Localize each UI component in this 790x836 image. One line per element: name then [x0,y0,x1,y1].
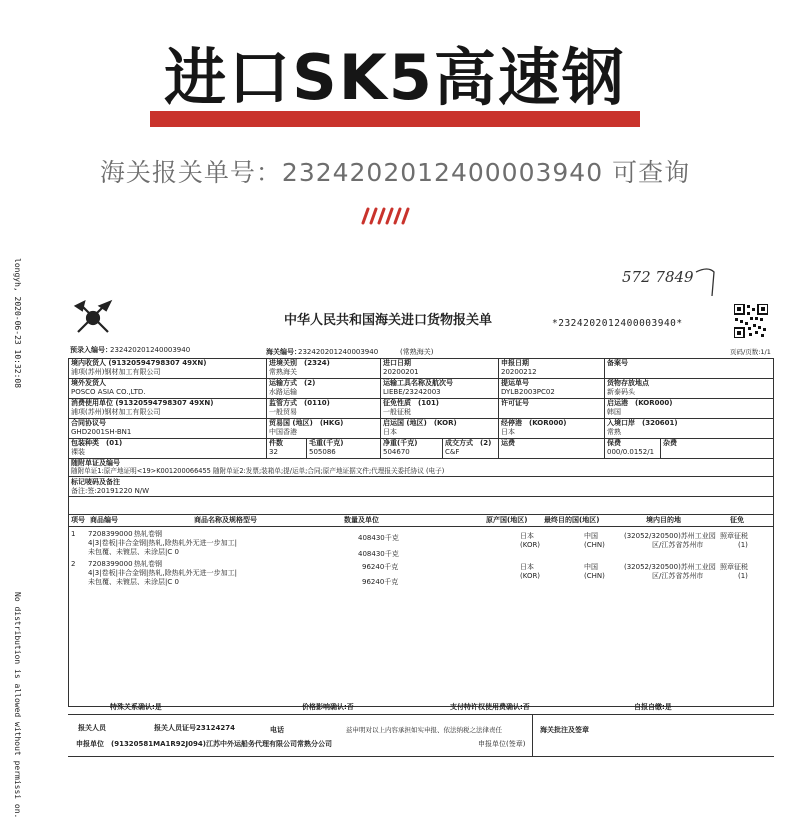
item-code: 7208399000 [88,560,133,568]
customs-batch-label: 海关批注及签章 [540,726,589,734]
grid-col-line [306,438,307,458]
gross-weight-value: 505086 [309,448,336,456]
freight-label: 运费 [501,439,515,447]
side-distribution-notice: No distribution is allowed without permissi on. [13,592,22,819]
item-spec-line1: 4|3|卷板|非合金钢|热轧,除热轧外无进一步加工| [88,539,237,547]
trade-country-label: 贸易国 (地区) (HKG) [269,419,344,427]
item-levy-line2: (1) [738,541,748,549]
item-domestic-line1: (32052/320500)苏州工业园 [624,532,716,540]
departure-port-value: 韩国 [607,408,621,416]
consignee-label: 境内收货人 (91320594798307 49XN) [71,359,207,367]
origin-country-label: 启运国 (地区) (KOR) [383,419,457,427]
net-weight-label: 净重(千克) [383,439,418,447]
transport-mode-label: 运输方式 (2) [269,379,316,387]
item-no: 2 [71,560,76,568]
entry-customs-label: 进境关别 (2324) [269,359,330,367]
item-spec-line1: 4|3|卷板|非合金钢|热轧,除热轧外无进一步加工| [88,569,237,577]
marks-value: 备注:签:20191220 N/W [71,487,150,495]
bl-value: DYLB2003PC02 [501,388,555,396]
consumer-label: 消费使用单位 (91320594798307 49XN) [71,399,214,407]
grid-col-line [266,358,267,458]
declarant-label: 报关人员 [78,724,106,732]
item-domestic-line2: 区/江苏省苏州市 [652,572,704,580]
royalty-confirm: 支付特许权使用费确认:否 [450,703,530,711]
item-levy-line1: 照章征税 [720,532,748,540]
docs-value: 随附单证1:原产地证明<19>K001200066455 随附单证2:发票;装箱单;提/运单;合同;原产地证据文件;代理报关委托协议 (电子) [71,467,445,475]
supervision-value: 一般贸易 [269,408,297,416]
pre-entry-label: 预录入编号： [70,346,112,354]
item-origin: 日本 [520,563,534,571]
items-header-name: 商品名称及规格型号 [194,516,257,524]
barcode-number: *2324202012400003940* [552,318,683,329]
terms-label: 成交方式 (2) [445,439,492,447]
item-origin: 日本 [520,532,534,540]
misc-fee-label: 杂费 [663,439,677,447]
items-header-code: 商品编号 [90,516,118,524]
entry-customs-value: 常熟海关 [269,368,297,376]
declaring-unit-seal: 申报单位(签章) [478,740,526,748]
item-name: 热轧卷钢 [134,530,162,538]
form-heading: 中华人民共和国海关进口货物报关单 [284,313,493,328]
item-name: 热轧卷钢 [134,560,162,568]
trade-country-value: 中国香港 [269,428,297,436]
grid-col-line [498,358,499,458]
grid-right-border [773,358,774,514]
declare-date-label: 申报日期 [501,359,529,367]
consumer-value: 浦项(苏州)钢材加工有限公司 [71,408,161,416]
footer-top-rule [68,714,774,715]
item-code: 7208399000 [88,530,133,538]
customs-emblem-icon [70,298,116,338]
customs-no-label: 海关编号： [266,348,301,356]
item-levy-line2: (1) [738,572,748,580]
storage-label: 货物存放地点 [607,379,649,387]
legal-statement: 兹申明对以上内容承担如实申报、依法纳税之法律责任 [346,726,502,734]
footer-divider [532,714,533,756]
supervision-label: 监管方式 (0110) [269,399,330,407]
import-date-label: 进口日期 [383,359,411,367]
vessel-label: 运输工具名称及航次号 [383,379,453,387]
departure-port-label: 启运港 (KOR000) [607,399,673,407]
docs-label: 随附单证及编号 [71,459,120,467]
footer-bottom-rule [68,756,774,757]
special-relation-confirm: 特殊关系确认:是 [110,703,162,711]
item-domestic-line2: 区/江苏省苏州市 [652,541,704,549]
items-header-no: 项号 [71,516,85,524]
item-dest-code: (CHN) [584,572,605,580]
item-no: 1 [71,530,76,538]
storage-value: 新泰码头 [607,388,635,396]
grid-row-line [68,496,774,497]
item-spec-line2: 未包覆、未镀层、未涂层|C 0 [88,548,179,556]
declare-date-value: 20200212 [501,368,537,376]
grid-row-line [68,514,774,515]
items-header-qty: 数量及单位 [344,516,379,524]
grid-col-line [660,438,661,458]
pre-entry-value: 232420201240003940 [110,346,191,354]
pieces-value: 32 [269,448,278,456]
overseas-shipper-value: POSCO ASIA CO.,LTD. [71,388,146,396]
phone-label: 电话 [270,726,284,734]
transport-mode-value: 水路运输 [269,388,297,396]
page-title: 进口SK5高速钢 [164,41,626,114]
transit-port-label: 经停港 (KOR000) [501,419,567,427]
qr-code-icon [734,304,768,338]
item-dest-code: (CHN) [584,541,605,549]
item-dest: 中国 [584,563,598,571]
net-weight-value: 504670 [383,448,410,456]
item-spec-line2: 未包覆、未镀层、未涂层|C 0 [88,578,179,586]
import-date-value: 20200201 [383,368,419,376]
insurance-label: 保费 [607,439,621,447]
items-header-rule [68,526,774,527]
record-no-label: 备案号 [607,359,628,367]
items-header-origin: 原产国(地区) [486,516,528,524]
item-qty-line2: 96240千克 [362,578,399,586]
item-qty-line1: 408430千克 [358,534,399,542]
handwritten-mark-icon [690,266,720,298]
item-levy-line1: 照章征税 [720,563,748,571]
levy-label: 征免性质 (101) [383,399,440,407]
item-qty-line2: 408430千克 [358,550,399,558]
vessel-value: LIEBE/23242003 [383,388,441,396]
items-header-dest: 最终目的国(地区) [544,516,600,524]
origin-country-value: 日本 [383,428,397,436]
declaring-unit: 申报单位 (91320581MA1R92J094)江苏中外运船务代理有限公司常熟分公司 [76,740,332,748]
overseas-shipper-label: 境外发货人 [71,379,106,387]
grid-left-border [68,358,69,514]
customs-no-value: 232420201240003940 [298,348,379,356]
items-right-border [773,514,774,706]
contract-label: 合同协议号 [71,419,106,427]
transit-port-value: 日本 [501,428,515,436]
customs-office: (常熟海关) [400,348,434,356]
customs-number-subtitle: 海关报关单号：2324202012400003940 可查询 [99,158,691,187]
gross-weight-label: 毛重(千克) [309,439,344,447]
items-left-border [68,514,69,706]
handwritten-note: 572 7849 [622,268,694,286]
customs-declaration-form [62,262,778,836]
declarant-id: 报关人员证号23124274 [154,724,235,732]
terms-value: C&F [445,448,460,456]
marks-label: 标记唛码及备注 [71,478,120,486]
self-report-confirm: 自报自缴:是 [634,703,672,711]
grid-row-line [68,458,774,459]
items-header-levy: 征免 [730,516,744,524]
entry-port-value: 常熟 [607,428,621,436]
page-count: 页码/页数:1/1 [730,348,771,356]
levy-value: 一般征税 [383,408,411,416]
insurance-value: 000/0.0152/1 [607,448,655,456]
price-influence-confirm: 价格影响确认:否 [302,703,354,711]
pieces-label: 件数 [269,439,283,447]
package-label: 包装种类 (01) [71,439,123,447]
bl-label: 提运单号 [501,379,529,387]
grid-col-line [380,358,381,458]
banner [0,38,790,128]
side-print-info: longyh, 2020-06-23 10:32:08 [13,258,22,389]
slash-decoration-icon [357,206,417,226]
grid-col-line [604,358,605,458]
item-origin-code: (KOR) [520,541,541,549]
entry-port-label: 入境口岸 (320601) [607,419,678,427]
item-origin-code: (KOR) [520,572,541,580]
grid-row-line [68,476,774,477]
consignee-value: 浦项(苏州)钢材加工有限公司 [71,368,161,376]
grid-col-line [442,438,443,458]
item-domestic-line1: (32052/320500)苏州工业园 [624,563,716,571]
items-header-domestic: 境内目的地 [646,516,681,524]
item-dest: 中国 [584,532,598,540]
contract-value: GHD2001SH-BN1 [71,428,132,436]
package-value: 裸装 [71,448,85,456]
item-qty-line1: 96240千克 [362,563,399,571]
license-label: 许可证号 [501,399,529,407]
